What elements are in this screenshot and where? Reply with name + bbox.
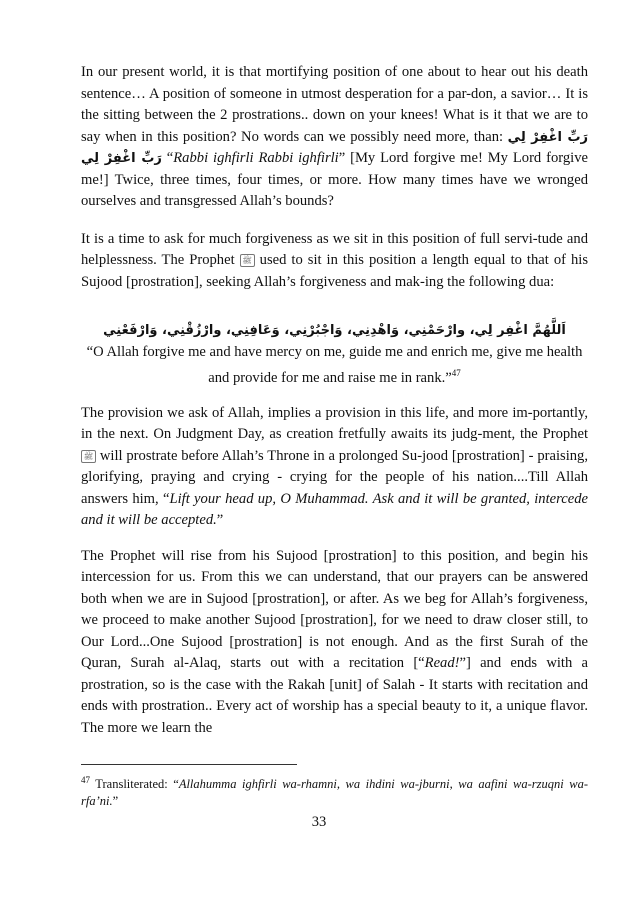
paragraph-2-continuation: used to sit in this position a length equal to that of his Sujood [prostration], seeking Allah’s forgiveness and mak-ing the following dua: xyxy=(81,252,589,290)
dua-arabic: اَللَّهُمَّ اغْفِر لِي، وارْحَمْنِي، وَاهْدِنِي، وَاجْبُرْنِي، وَعَافِنِي، وارْزُقْنِي، وَارْفَعْنِي xyxy=(103,323,566,338)
page-number: 33 xyxy=(311,814,327,830)
footnote-reference[interactable]: 47 xyxy=(451,368,461,378)
paragraph-3-text: The provision we ask of Allah, implies a provision in this life, and more im-portantly, in the next. On Judgment Day, as creation fretfully awaits its judg-ment, the Prophet xyxy=(81,404,588,443)
translit-open-quote: “ xyxy=(166,150,174,166)
dua-quote xyxy=(81,342,588,389)
read-word: Read! xyxy=(424,655,460,672)
paragraph-4-continuation: ”] and ends with a prostration, so is the case with the Rakah [unit] of Salah - It starts with recitation and ends with prostration.. Every act of worship has a special beauty to it, a unique flavor. The more we learn the xyxy=(81,655,588,736)
paragraph-1 xyxy=(81,62,588,213)
paragraph-3-continuation: will prostrate before Allah’s Throne in a prolonged Su-jood [prostration] - praising, glorifying, praying and crying - crying for the people of his nation....Till Allah answers him, “ xyxy=(81,447,588,507)
footnote-label: Transliterated: “ xyxy=(90,777,179,792)
transliteration: Rabbi ighfirli Rabbi ighfirli xyxy=(173,150,339,166)
footnote xyxy=(81,772,588,810)
paragraph-1-text: In our present world, it is that mortifying position of one about to hear out his death sentence… A position of someone in utmost desperation for a par-don, a savior… It is the sitting between the 2 prostrations.. down on your knees! What is it that we are to say when in this position? No words can we possibly need more, than: xyxy=(81,64,588,145)
footnote-end: ” xyxy=(112,794,119,809)
footnote-divider xyxy=(81,764,297,765)
paragraph-4 xyxy=(81,546,588,740)
paragraph-3-end: ” xyxy=(216,512,224,529)
paragraph-1-continuation: ” [My Lord forgive me! My Lord forgive me!] Twice, three times, four times, or more. How many times have we wronged ourselves and transgressed Allah’s bounds? xyxy=(81,150,588,209)
paragraph-2 xyxy=(81,229,588,294)
footnote-number: 47 xyxy=(81,775,90,785)
paragraph-3 xyxy=(81,403,588,532)
paragraph-2-text: It is a time to ask for much forgiveness as we sit in this position of full servi-tude and helplessness. The Prophet xyxy=(81,230,588,268)
paragraph-4-text: The Prophet will rise from his Sujood [prostration] to this position, and begin his intercession for us. From this we can understand, that our prayers can be answered both when we are in Sujood [prostration], or after. As we beg for Allah’s forgiveness, we proceed to make another Sujood [prostration], for we need to draw closer still, to Our Lord...One Sujood [prostration] is not enough. And as the first Surah of the Quran, Surah al-Alaq, starts out with a recitation [“ xyxy=(81,547,588,672)
dua-quote-text: “O Allah forgive me and have mercy on me, guide me and enrich me, give me health and provide for me and raise me in rank.” xyxy=(86,344,583,386)
page-body xyxy=(81,62,588,739)
footnote-transliteration: Allahumma ighfirli wa-rhamni, wa ihdini wa-jburni, wa aafini wa-rzuqni wa-rfa’ni. xyxy=(81,777,589,809)
hadith-quote: Lift your head up, O Muhammad. Ask and it will be granted, intercede and it will be accepted. xyxy=(81,490,589,529)
arabic-phrase: رَبِّ اغْفِرْ لِي رَبِّ اغْفِرْ لِي xyxy=(81,129,588,166)
pbuh-icon: ﷺ xyxy=(81,450,96,463)
pbuh-icon: ﷺ xyxy=(240,254,255,267)
